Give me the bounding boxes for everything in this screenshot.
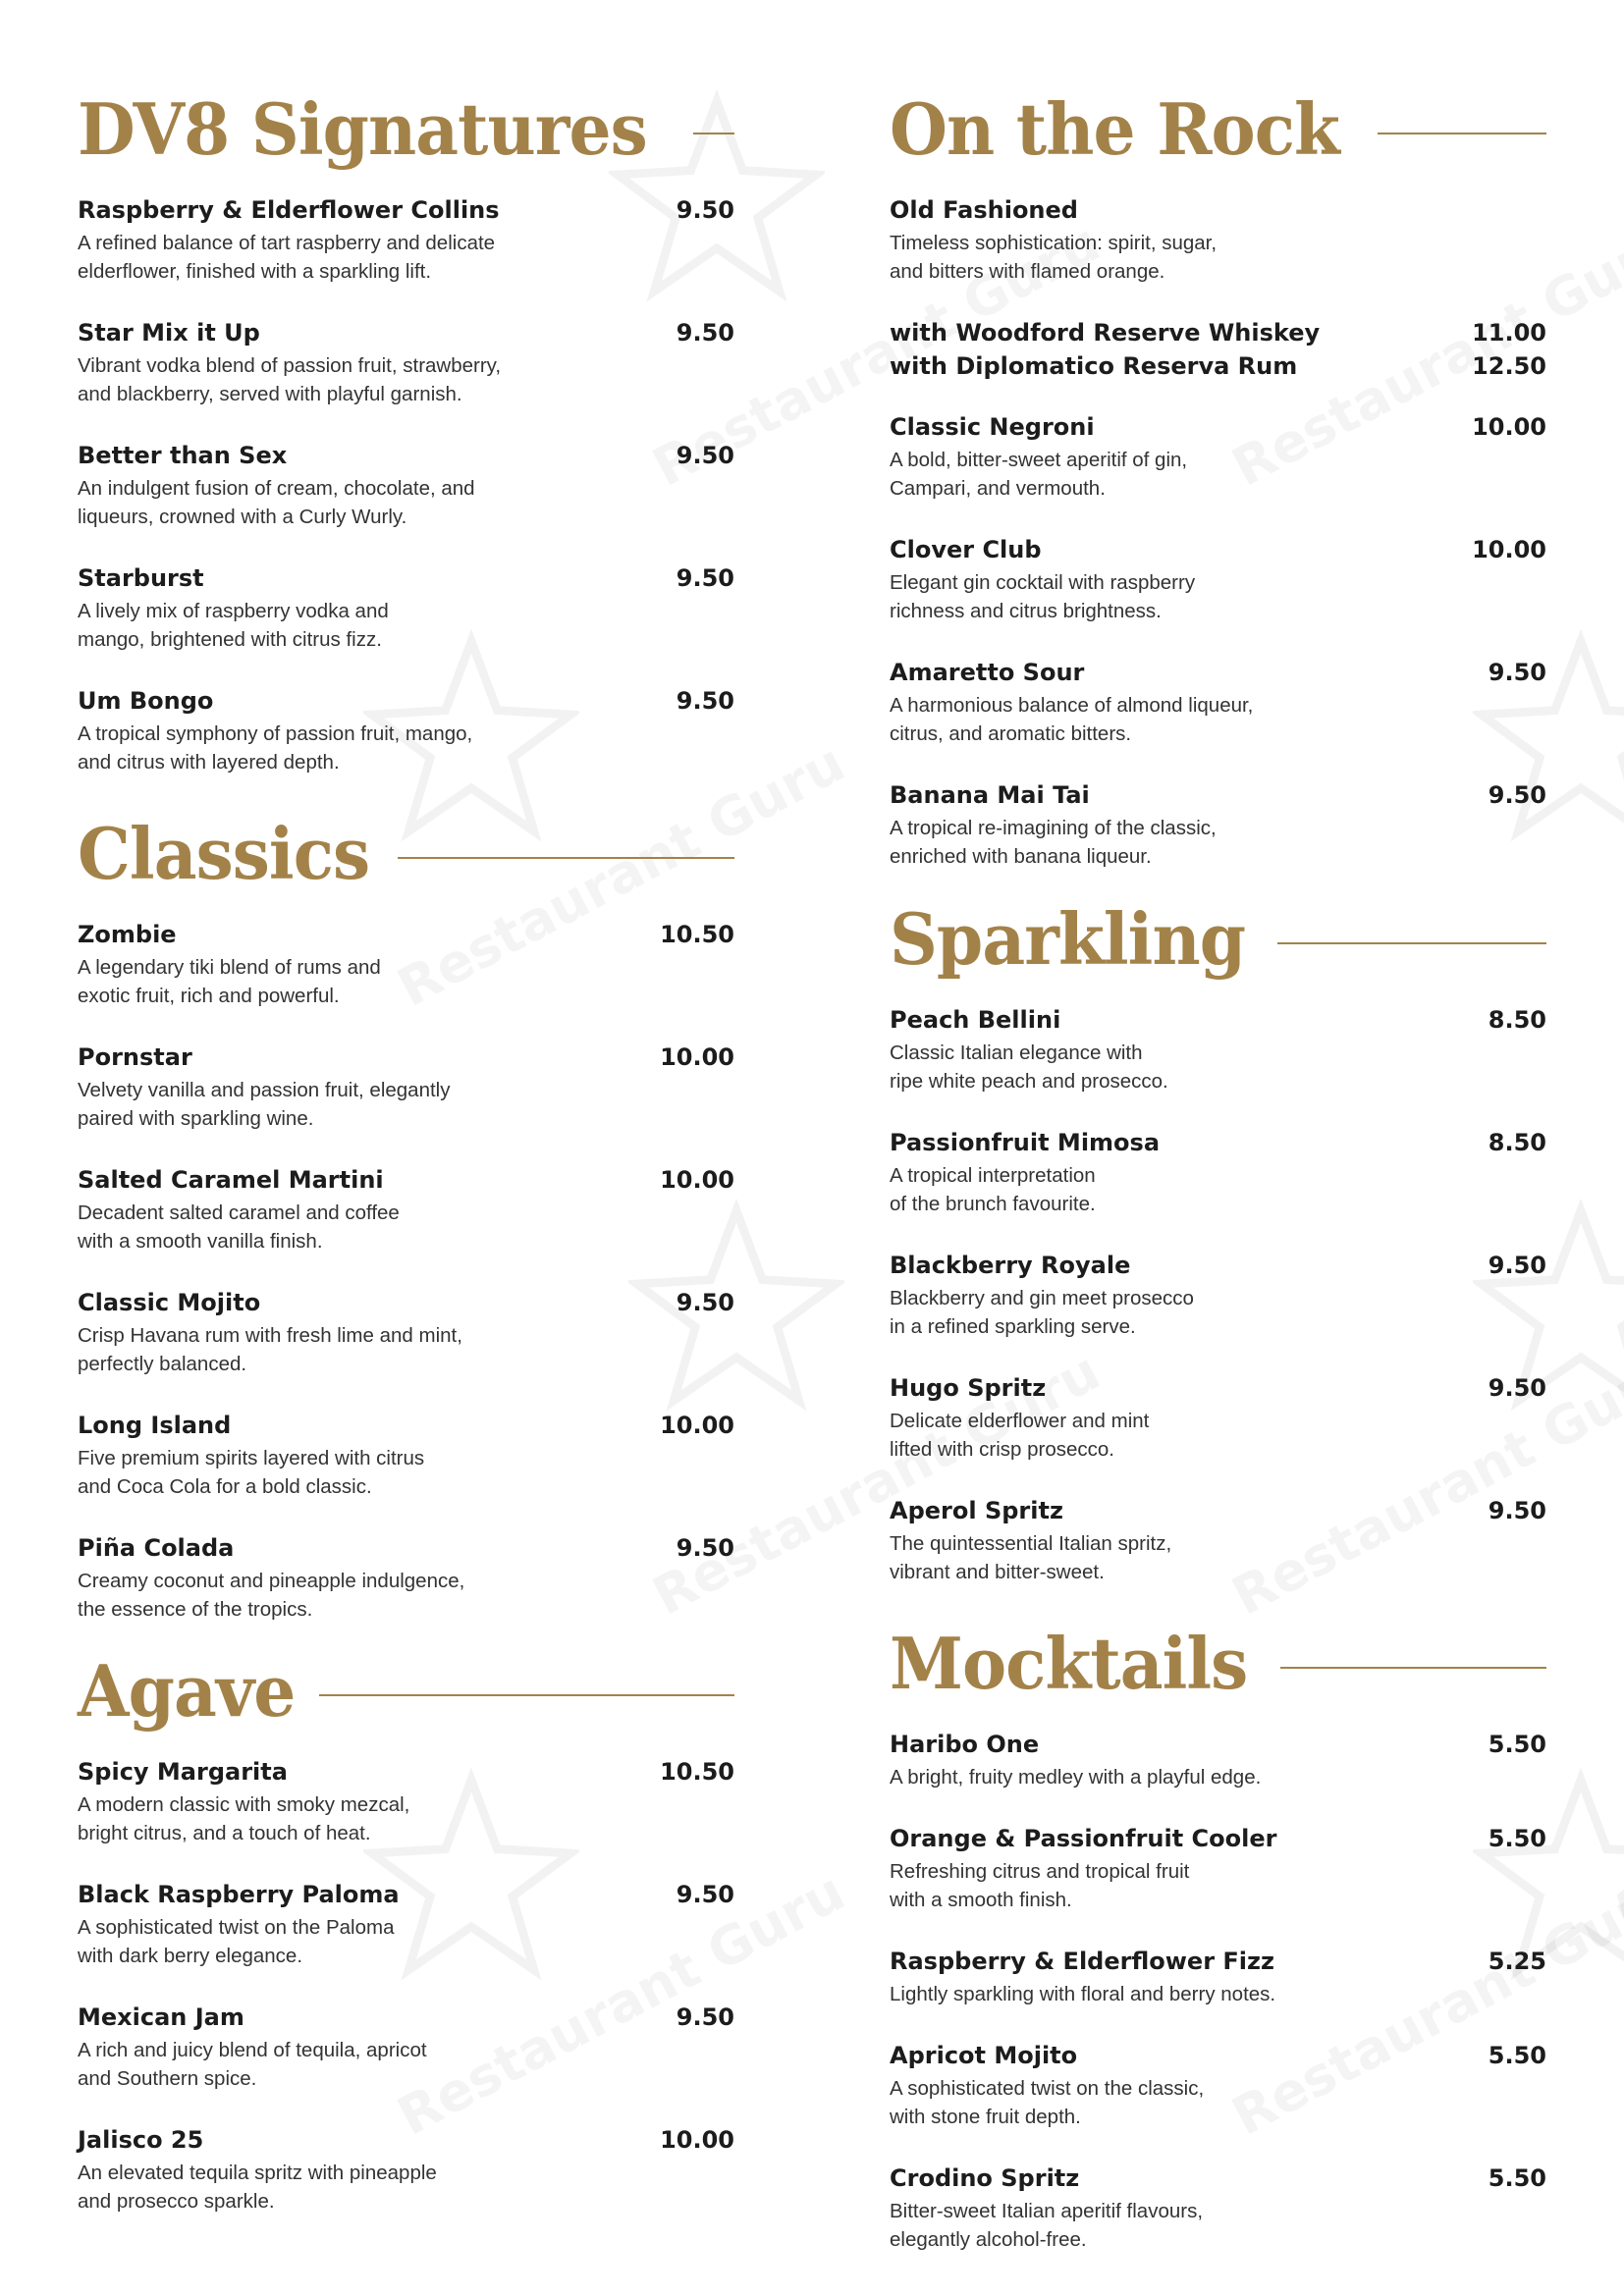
menu-item <box>890 1252 1546 1341</box>
item-description-line: Decadent salted caramel and coffee <box>78 1201 400 1224</box>
item-name: Amaretto Sour <box>890 659 1085 686</box>
item-name: Haribo One <box>890 1731 1040 1758</box>
item-name: Hugo Spritz <box>890 1374 1047 1402</box>
item-name: Clover Club <box>890 536 1042 563</box>
item-description-line: Blackberry and gin meet prosecco <box>890 1287 1194 1309</box>
item-description <box>78 2159 578 2216</box>
section-divider <box>398 857 734 859</box>
item-price: 10.00 <box>1472 536 1546 563</box>
section-title: DV8 Signatures <box>78 87 647 171</box>
item-description <box>78 1444 578 1501</box>
item-description <box>890 1284 1390 1341</box>
item-description-line: Vibrant vodka blend of passion fruit, strawberry, <box>78 354 502 377</box>
item-name: Banana Mai Tai <box>890 781 1090 809</box>
item-description <box>78 1790 578 1847</box>
item-price: 10.00 <box>660 1412 734 1439</box>
menu-item <box>890 1006 1546 1095</box>
item-price: 11.00 <box>1472 319 1546 347</box>
section-title: Classics <box>78 812 370 895</box>
section-classics <box>78 812 734 1657</box>
item-list <box>890 1006 1546 1586</box>
item-description <box>890 568 1390 625</box>
item-description <box>78 2036 578 2093</box>
menu-item <box>890 536 1546 625</box>
item-description-line: A tropical symphony of passion fruit, mango, <box>78 722 473 745</box>
menu-item <box>78 1289 734 1378</box>
item-price: 10.00 <box>660 1043 734 1071</box>
menu-item <box>78 319 734 408</box>
item-description-line: the essence of the tropics. <box>78 1598 313 1621</box>
item-name: Black Raspberry Paloma <box>78 1881 400 1908</box>
item-price: 9.50 <box>1488 1374 1546 1402</box>
item-description-line: A rich and juicy blend of tequila, apricot <box>78 2039 427 2061</box>
item-name: Spicy Margarita <box>78 1758 288 1786</box>
menu-item <box>78 196 734 286</box>
item-description-line: liqueurs, crowned with a Curly Wurly. <box>78 506 407 528</box>
menu-item <box>78 687 734 776</box>
item-name: Piña Colada <box>78 1534 235 1562</box>
item-name: Salted Caramel Martini <box>78 1166 384 1194</box>
item-description-line: The quintessential Italian spritz, <box>890 1532 1172 1555</box>
item-price: 10.00 <box>660 2126 734 2154</box>
item-price: 5.50 <box>1488 1731 1546 1758</box>
item-description-line: Five premium spirits layered with citrus <box>78 1447 425 1469</box>
item-price: 9.50 <box>1488 1252 1546 1279</box>
item-description-line: and Coca Cola for a bold classic. <box>78 1475 372 1498</box>
item-description <box>890 814 1390 871</box>
item-price: 9.50 <box>1488 781 1546 809</box>
section-header <box>78 87 734 171</box>
item-list <box>78 1758 734 2216</box>
item-description-line: A modern classic with smoky mezcal, <box>78 1793 410 1816</box>
item-description-line: with a smooth vanilla finish. <box>78 1230 323 1253</box>
item-name-variant: with Diplomatico Reserva Rum <box>890 352 1298 380</box>
item-price: 9.50 <box>676 1289 734 1316</box>
item-price: 10.00 <box>660 1166 734 1194</box>
item-price: 10.00 <box>1472 413 1546 441</box>
item-description-line: An indulgent fusion of cream, chocolate, and <box>78 477 475 500</box>
menu-item <box>890 196 1546 286</box>
item-name: Raspberry & Elderflower Collins <box>78 196 500 224</box>
item-name: Apricot Mojito <box>890 2042 1078 2069</box>
item-list <box>78 921 734 1624</box>
item-name: Mexican Jam <box>78 2003 244 2031</box>
item-description-line: vibrant and bitter-sweet. <box>890 1561 1105 1583</box>
item-description-line: in a refined sparkling serve. <box>890 1315 1136 1338</box>
section-title: On the Rock <box>890 87 1339 171</box>
item-price: 8.50 <box>1488 1006 1546 1034</box>
menu-item <box>890 413 1546 503</box>
menu-item <box>890 1948 1546 2008</box>
item-description-line: paired with sparkling wine. <box>78 1107 314 1130</box>
section-divider <box>319 1694 734 1696</box>
item-name: Old Fashioned <box>890 196 1078 224</box>
item-name: Classic Negroni <box>890 413 1095 441</box>
section-mocktails <box>890 1622 1546 2287</box>
item-description-line: perfectly balanced. <box>78 1353 247 1375</box>
menu-item <box>78 2003 734 2093</box>
item-description-line: ripe white peach and prosecco. <box>890 1070 1168 1093</box>
item-price: 5.50 <box>1488 2164 1546 2192</box>
item-description <box>890 1529 1390 1586</box>
item-description-line: with dark berry elegance. <box>78 1945 303 1967</box>
item-description-line: A legendary tiki blend of rums and <box>78 956 381 979</box>
menu-item <box>890 1825 1546 1914</box>
item-description <box>890 2074 1390 2131</box>
item-price: 8.50 <box>1488 1129 1546 1156</box>
item-description <box>890 2197 1390 2254</box>
item-price: 9.50 <box>1488 1497 1546 1524</box>
item-description-line: An elevated tequila spritz with pineapple <box>78 2162 437 2184</box>
item-description-line: Creamy coconut and pineapple indulgence, <box>78 1570 465 1592</box>
item-name: Raspberry & Elderflower Fizz <box>890 1948 1274 1975</box>
item-description-line: Campari, and vermouth. <box>890 477 1106 500</box>
section-title: Mocktails <box>890 1622 1248 1705</box>
section-header <box>890 897 1546 981</box>
menu-item <box>78 1881 734 1970</box>
item-description-line: A sophisticated twist on the Paloma <box>78 1916 395 1939</box>
item-name: Classic Mojito <box>78 1289 261 1316</box>
item-description <box>890 1763 1390 1791</box>
item-description-line: lifted with crisp prosecco. <box>890 1438 1115 1461</box>
item-name: Jalisco 25 <box>78 2126 204 2154</box>
item-description-line: A refined balance of tart raspberry and delicate <box>78 232 496 254</box>
item-price: 9.50 <box>676 196 734 224</box>
item-price: 9.50 <box>1488 659 1546 686</box>
item-description-line: A bold, bitter-sweet aperitif of gin, <box>890 449 1188 471</box>
item-name: Blackberry Royale <box>890 1252 1131 1279</box>
item-description <box>78 474 578 531</box>
menu-item <box>890 1731 1546 1791</box>
menu-item <box>890 1129 1546 1218</box>
menu-item <box>890 659 1546 748</box>
item-description <box>890 1980 1390 2008</box>
item-description <box>78 1567 578 1624</box>
menu-item <box>78 921 734 1010</box>
item-price: 5.50 <box>1488 1825 1546 1852</box>
menu-item <box>78 1758 734 1847</box>
item-description-line: Refreshing citrus and tropical fruit <box>890 1860 1190 1883</box>
item-description-line: Classic Italian elegance with <box>890 1041 1143 1064</box>
item-description-line: Timeless sophistication: spirit, sugar, <box>890 232 1218 254</box>
item-price-variant: 12.50 <box>1472 352 1546 380</box>
item-description <box>890 1407 1390 1464</box>
item-name: Better than Sex <box>78 442 288 469</box>
section-divider <box>1277 942 1546 944</box>
item-description-line: and Southern spice. <box>78 2067 257 2090</box>
item-description-line: exotic fruit, rich and powerful. <box>78 985 340 1007</box>
item-price: 9.50 <box>676 564 734 592</box>
item-description-line: A tropical interpretation <box>890 1164 1096 1187</box>
item-description-line: A sophisticated twist on the classic, <box>890 2077 1205 2100</box>
item-list <box>78 196 734 776</box>
menu-item <box>890 319 1546 380</box>
item-name: Starburst <box>78 564 204 592</box>
item-description-line: richness and citrus brightness. <box>890 600 1162 622</box>
item-name: Peach Bellini <box>890 1006 1061 1034</box>
section-dv8-signatures <box>78 87 734 810</box>
item-name: Orange & Passionfruit Cooler <box>890 1825 1277 1852</box>
item-description-line: elegantly alcohol-free. <box>890 2228 1087 2251</box>
item-price: 9.50 <box>676 442 734 469</box>
menu-item <box>890 781 1546 871</box>
item-description-line: and blackberry, served with playful garnish. <box>78 383 462 405</box>
section-on-the-rock <box>890 87 1546 904</box>
item-description <box>890 691 1390 748</box>
item-description-line: and prosecco sparkle. <box>78 2190 275 2213</box>
menu-item <box>78 564 734 654</box>
item-description-line: Delicate elderflower and mint <box>890 1410 1150 1432</box>
item-description-line: Elegant gin cocktail with raspberry <box>890 571 1196 594</box>
item-description-line: citrus, and aromatic bitters. <box>890 722 1132 745</box>
section-header <box>78 812 734 895</box>
section-sparkling <box>890 897 1546 1620</box>
item-description <box>78 953 578 1010</box>
item-description <box>78 1321 578 1378</box>
item-description <box>78 1076 578 1133</box>
item-description-line: A lively mix of raspberry vodka and <box>78 600 389 622</box>
item-description <box>78 229 578 286</box>
item-description-line: elderflower, finished with a sparkling lift. <box>78 260 432 283</box>
item-description-line: of the brunch favourite. <box>890 1193 1096 1215</box>
section-divider <box>1378 133 1546 134</box>
item-name: Long Island <box>78 1412 232 1439</box>
item-description <box>890 1161 1390 1218</box>
item-description <box>78 1199 578 1255</box>
item-description <box>890 446 1390 503</box>
item-description <box>78 1913 578 1970</box>
item-description <box>890 229 1390 286</box>
item-description-line: A tropical re-imagining of the classic, <box>890 817 1217 839</box>
item-description <box>78 351 578 408</box>
item-description-line: with a smooth finish. <box>890 1889 1072 1911</box>
item-name: with Woodford Reserve Whiskey <box>890 319 1321 347</box>
item-description-line: mango, brightened with citrus fizz. <box>78 628 382 651</box>
item-price: 9.50 <box>676 1534 734 1562</box>
item-name: Star Mix it Up <box>78 319 260 347</box>
section-divider <box>1280 1667 1546 1669</box>
item-price: 9.50 <box>676 687 734 715</box>
item-price: 9.50 <box>676 1881 734 1908</box>
menu-item <box>78 1534 734 1624</box>
menu-item <box>78 1043 734 1133</box>
item-description-line: A bright, fruity medley with a playful edge. <box>890 1766 1262 1789</box>
item-description-line: bright citrus, and a touch of heat. <box>78 1822 371 1844</box>
section-header <box>890 1622 1546 1705</box>
item-description-line: and bitters with flamed orange. <box>890 260 1165 283</box>
item-name: Zombie <box>78 921 177 948</box>
item-description-line: and citrus with layered depth. <box>78 751 340 774</box>
menu-item <box>78 442 734 531</box>
menu-item <box>890 1497 1546 1586</box>
item-name: Um Bongo <box>78 687 214 715</box>
item-description <box>890 1857 1390 1914</box>
item-description <box>78 720 578 776</box>
item-description <box>890 1039 1390 1095</box>
section-header <box>890 87 1546 171</box>
item-price: 5.25 <box>1488 1948 1546 1975</box>
item-description-line: Velvety vanilla and passion fruit, elegantly <box>78 1079 451 1101</box>
item-description-line: A harmonious balance of almond liqueur, <box>890 694 1254 717</box>
item-list <box>890 1731 1546 2254</box>
item-price: 5.50 <box>1488 2042 1546 2069</box>
item-name: Pornstar <box>78 1043 192 1071</box>
item-description-line: Crisp Havana rum with fresh lime and mint, <box>78 1324 462 1347</box>
item-description-line: enriched with banana liqueur. <box>890 845 1152 868</box>
menu-item <box>890 2042 1546 2131</box>
menu-item <box>78 1412 734 1501</box>
section-divider <box>693 133 734 134</box>
item-price: 9.50 <box>676 2003 734 2031</box>
section-agave <box>78 1649 734 2249</box>
item-description <box>78 597 578 654</box>
item-name: Passionfruit Mimosa <box>890 1129 1161 1156</box>
item-name: Aperol Spritz <box>890 1497 1063 1524</box>
item-description-line: with stone fruit depth. <box>890 2106 1081 2128</box>
menu-item <box>890 1374 1546 1464</box>
item-description-line: Lightly sparkling with floral and berry notes. <box>890 1983 1276 2005</box>
menu-item <box>890 2164 1546 2254</box>
menu-item <box>78 1166 734 1255</box>
section-title: Agave <box>78 1649 296 1733</box>
section-title: Sparkling <box>890 897 1246 981</box>
item-name: Crodino Spritz <box>890 2164 1080 2192</box>
item-price: 10.50 <box>660 1758 734 1786</box>
item-list <box>890 196 1546 871</box>
menu-item <box>78 2126 734 2216</box>
item-description-line: Bitter-sweet Italian aperitif flavours, <box>890 2200 1204 2222</box>
item-price: 10.50 <box>660 921 734 948</box>
section-header <box>78 1649 734 1733</box>
item-price: 9.50 <box>676 319 734 347</box>
